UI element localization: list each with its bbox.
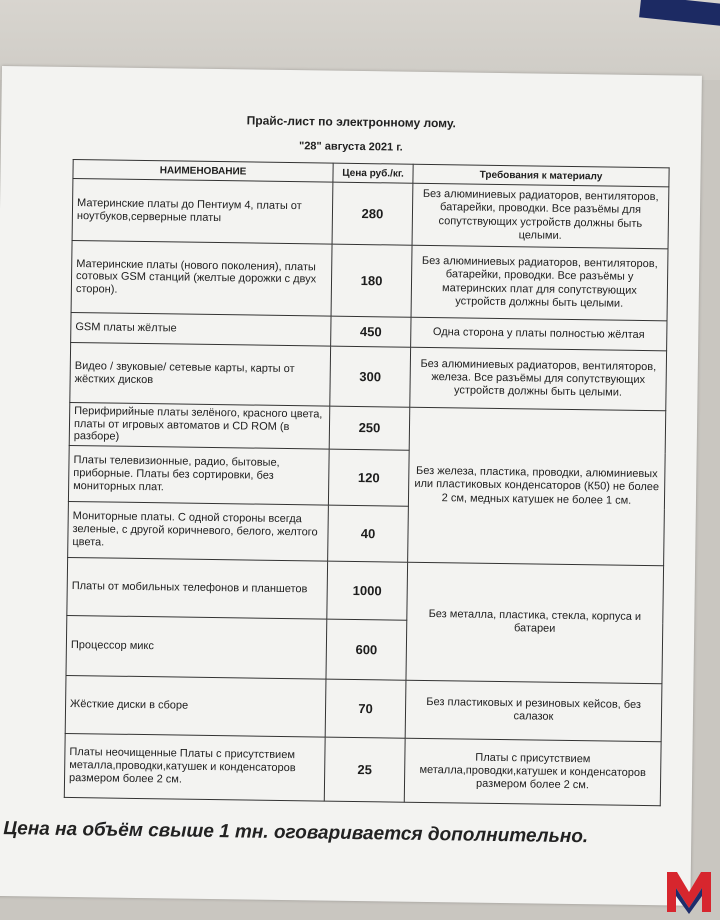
- item-requirements: Без алюминиевых радиаторов, вентиляторов, батарейки, проводки. Все разъёмы у материнских плат для сопутствующих устройств должны быть целыми.: [411, 245, 668, 321]
- footer-note: Цена на объём свыше 1 тн. оговаривается дополнительно.: [3, 818, 589, 848]
- item-name: Платы телевизионные, радио, бытовые, приборные. Платы без сортировки, без мониторных плат.: [68, 445, 329, 505]
- item-price: 250: [329, 406, 410, 450]
- item-price: 600: [326, 619, 407, 680]
- header-price: Цена руб./кг.: [333, 163, 413, 183]
- item-requirements: Без алюминиевых радиаторов, вентиляторов, железа. Все разъёмы для сопутствующих устройств должны быть целыми.: [410, 347, 667, 411]
- document-date: "28" августа 2021 г.: [298, 140, 403, 154]
- item-requirements: Без железа, пластика, проводки, алюминиевых или пластиковых конденсаторов (К50) не более 2 см, медных катушек не более 1 см.: [408, 407, 666, 565]
- item-price: 70: [325, 679, 406, 738]
- header-name: НАИМЕНОВАНИЕ: [73, 160, 333, 183]
- m-logo-icon: [664, 868, 714, 916]
- item-name: Процессор микс: [66, 615, 327, 679]
- item-requirements: Без металла, пластика, стекла, корпуса и батареи: [406, 562, 664, 684]
- table-row: [72, 179, 669, 249]
- item-price: 1000: [327, 561, 408, 620]
- item-price: 180: [331, 244, 412, 317]
- item-price: 300: [330, 346, 411, 407]
- table-row: [70, 342, 667, 410]
- table-row: [67, 557, 664, 623]
- price-list-sheet: [0, 66, 702, 906]
- item-name: Жёсткие диски в сборе: [65, 675, 326, 737]
- item-name: Материнские платы (нового поколения), платы сотовых GSM станций (желтые дорожки с двух сторон).: [71, 240, 332, 316]
- table-row: [64, 733, 661, 805]
- item-requirements: Без алюминиевых радиаторов, вентиляторов, батарейки, проводки. Все разъёмы для сопутствующих устройств должны быть целыми.: [412, 183, 669, 249]
- table-row: [71, 240, 668, 320]
- item-requirements: Платы с присутствием металла,проводки,катушек и конденсаторов размером более 2 см.: [404, 738, 661, 806]
- item-price: 450: [331, 316, 411, 347]
- table-row: [65, 675, 662, 741]
- item-name: Мониторные платы. С одной стороны всегда зеленые, с другой коричневого, белого, желтого цвета.: [68, 501, 329, 561]
- item-price: 120: [328, 449, 409, 506]
- item-name: GSM платы жёлтые: [71, 312, 331, 346]
- item-name: Платы от мобильных телефонов и планшетов: [67, 557, 328, 619]
- item-price: 40: [328, 505, 409, 562]
- item-name: Материнские платы до Пентиум 4, платы от ноутбуков,серверные платы: [72, 179, 333, 245]
- item-price: 280: [332, 182, 413, 245]
- item-name: Видео / звуковые/ сетевые карты, карты от жёстких дисков: [70, 342, 331, 406]
- item-name: Перифирийные платы зелёного, красного цвета, платы от игровых автоматов и CD ROM (в разборе): [69, 402, 330, 449]
- header-requirements: Требования к материалу: [413, 164, 669, 187]
- item-requirements: Одна сторона у платы полностью жёлтая: [411, 317, 667, 351]
- item-requirements: Без пластиковых и резиновых кейсов, без салазок: [405, 680, 662, 742]
- item-price: 25: [324, 737, 405, 802]
- price-table: [64, 159, 670, 806]
- document-title: Прайс-лист по электронному лому.: [246, 113, 456, 131]
- item-name: Платы неочищенные Платы с присутствием металла,проводки,катушек и конденсаторов размером более 2 см.: [64, 733, 325, 801]
